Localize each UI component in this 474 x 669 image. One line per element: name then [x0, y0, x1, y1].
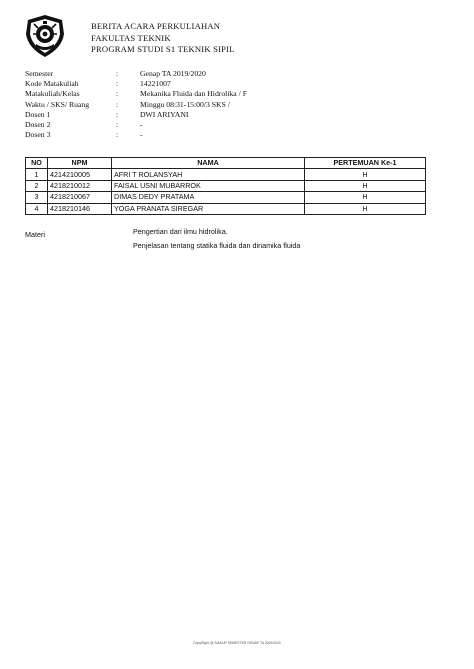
header-title: BERITA ACARA PERKULIAHAN [91, 21, 221, 31]
table-row [26, 180, 426, 191]
cell-status: H [305, 192, 426, 203]
info-value: - [140, 120, 143, 130]
info-row-semester [25, 69, 247, 79]
attendance-table [25, 157, 426, 215]
info-row-kode [25, 79, 247, 89]
info-separator: : [116, 99, 119, 109]
cell-npm: 4218210067 [48, 192, 112, 203]
materi-item: Pengertian dari ilmu hidrolika. [133, 227, 228, 236]
info-separator: : [116, 120, 119, 130]
header-faculty: FAKULTAS TEKNIK [91, 32, 171, 43]
table-header-row [26, 158, 426, 169]
info-value: Mekanika Fluida dan Hidrolika / F [140, 89, 247, 99]
cell-status: H [305, 180, 426, 191]
info-row-waktu [25, 100, 247, 110]
info-label: Dosen 2 [25, 120, 51, 130]
cell-no: 1 [26, 169, 48, 180]
header-program: PROGRAM STUDI S1 TEKNIK SIPIL [91, 44, 235, 54]
info-value: - [140, 130, 143, 140]
table-row [26, 203, 426, 214]
cell-nama: AFRI T ROLANSYAH [112, 169, 305, 180]
info-label: Semester [25, 69, 54, 78]
document-header [91, 21, 235, 56]
materi-item: Penjelasan tentang statika fluida dan dinamika fluida [133, 240, 301, 250]
course-info [25, 69, 247, 140]
cell-npm: 4218210146 [48, 203, 112, 214]
cell-nama: FAISAL USNI MUBARROK [112, 180, 305, 191]
table-row [26, 169, 426, 180]
cell-status: H [305, 203, 426, 214]
materi-label: Materi [25, 230, 45, 239]
info-value: Genap TA 2019/2020 [140, 69, 206, 78]
cell-status: H [305, 169, 426, 180]
cell-no: 3 [26, 192, 48, 203]
info-label: Matakuliah/Kelas [25, 89, 80, 99]
cell-no: 4 [26, 203, 48, 214]
info-separator: : [116, 79, 119, 89]
cell-nama: DIMAS DEDY PRATAMA [112, 192, 305, 203]
materi-content [133, 225, 300, 252]
cell-no: 2 [26, 180, 48, 191]
info-row-matakuliah [25, 89, 247, 99]
copyright-footer: CopyRight @ SIAKUP SEMESTER GENAP TA 2019/2020 [193, 641, 281, 645]
column-header-pertemuan: PERTEMUAN Ke-1 [305, 158, 426, 169]
column-header-no: NO [26, 158, 48, 169]
info-value: Minggu 08:31-15:00/3 SKS / [140, 99, 230, 109]
info-row-dosen2 [25, 120, 247, 130]
info-separator: : [116, 69, 119, 78]
info-separator: : [116, 130, 119, 140]
info-value: 14221007 [140, 79, 171, 89]
info-label: Kode Matakuliah [25, 79, 79, 89]
info-row-dosen1 [25, 110, 247, 120]
info-separator: : [116, 89, 119, 99]
info-label: Dosen 1 [25, 109, 51, 119]
cell-nama: YOGA PRANATA SIREGAR [112, 203, 305, 214]
info-label: Dosen 3 [25, 130, 51, 140]
cell-npm: 4218210012 [48, 180, 112, 191]
info-label: Waktu / SKS/ Ruang [25, 99, 90, 109]
cell-npm: 4214210005 [48, 169, 112, 180]
info-separator: : [116, 109, 119, 119]
column-header-npm: NPM [48, 158, 112, 169]
column-header-nama: NAMA [112, 158, 305, 169]
university-emblem-icon [24, 14, 66, 58]
info-row-dosen3 [25, 130, 247, 140]
table-row [26, 192, 426, 203]
info-value: DWI ARIYANI [140, 109, 189, 119]
